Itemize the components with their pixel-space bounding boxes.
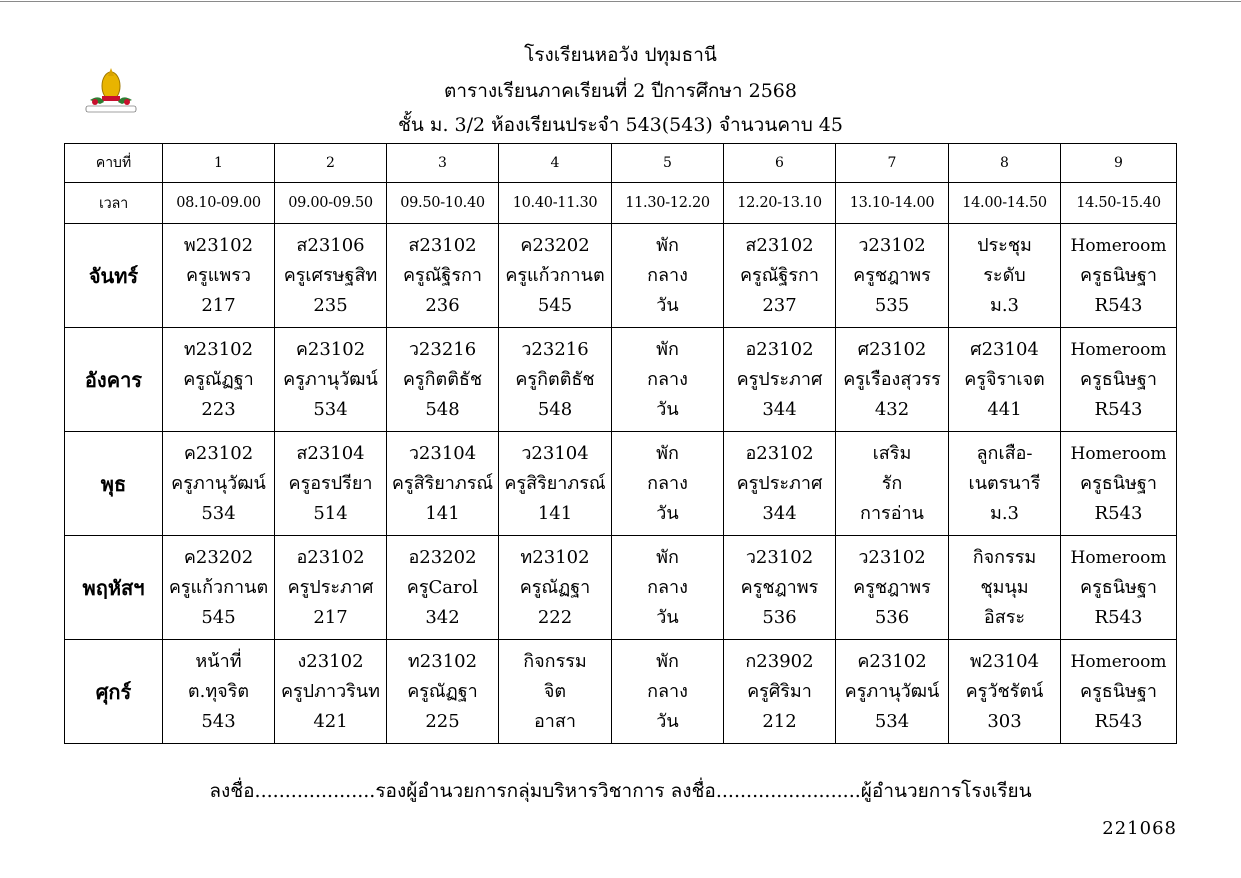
class-cell [836, 328, 949, 432]
cell-line: ว23102 [858, 546, 926, 568]
class-cell [163, 224, 275, 328]
cell-line: 303 [987, 710, 1022, 732]
cell-line: ครูวัชรัตน์ [965, 680, 1044, 702]
cell-line: วัน [656, 294, 679, 316]
time-slot: 08.10-09.00 [163, 183, 275, 224]
cell-line: พัก [656, 650, 679, 672]
class-cell [275, 328, 387, 432]
cell-line: ครูกิตติธัช [402, 368, 483, 390]
cell-line: Homeroom [1070, 339, 1167, 360]
class-cell [724, 536, 836, 640]
class-cell [724, 224, 836, 328]
cell-line: 217 [201, 294, 236, 316]
cell-line: ส23102 [408, 234, 477, 256]
cell-line: R543 [1094, 606, 1143, 628]
cell-line: กลาง [647, 368, 688, 390]
cell-line: 535 [874, 294, 910, 316]
cell-line: กลาง [647, 680, 688, 702]
cell-line: กิจกรรม [972, 546, 1037, 568]
cell-line: 141 [537, 502, 573, 524]
day-name: พฤหัสฯ [65, 536, 163, 640]
class-cell [387, 224, 499, 328]
cell-line: อ23102 [745, 442, 814, 464]
cell-line: ระดับ [983, 264, 1026, 286]
cell-line: ครูภานุวัฒน์ [283, 368, 378, 390]
cell-line: ครูปภาวรินท [280, 680, 381, 702]
class-cell [836, 536, 949, 640]
cell-line: 421 [313, 710, 348, 732]
cell-line: อ23102 [745, 338, 814, 360]
cell-line: ครูณัฏฐา [407, 680, 478, 702]
time-label: เวลา [65, 183, 163, 224]
cell-line: ง23102 [297, 650, 364, 672]
period-number: 2 [275, 144, 387, 183]
class-cell [275, 224, 387, 328]
cell-line: ค23102 [857, 650, 927, 672]
cell-line: 534 [874, 710, 910, 732]
cell-line: รัก [881, 472, 903, 494]
cell-line: 548 [537, 398, 573, 420]
day-name: จันทร์ [65, 224, 163, 328]
class-cell [949, 224, 1061, 328]
cell-line: วัน [656, 606, 679, 628]
cell-line: ก23902 [745, 650, 814, 672]
class-cell [499, 536, 612, 640]
cell-line: กลาง [647, 264, 688, 286]
cell-line: ท23102 [520, 546, 590, 568]
cell-line: ครูอรปรียา [288, 472, 373, 494]
class-cell [163, 432, 275, 536]
cell-line: ครูณัฐิรกา [739, 264, 819, 286]
signature-line: ลงชื่อ....................รองผู้อำนวยการกลุ่มบริหารวิชาการ ลงชื่อ........................ผู้อำนวยการโรงเรียน [209, 780, 1032, 802]
cell-line: 237 [762, 294, 797, 316]
cell-line: Homeroom [1070, 547, 1167, 568]
time-slot: 09.50-10.40 [387, 183, 499, 224]
cell-line: 545 [201, 606, 236, 628]
cell-line: อ23102 [296, 546, 365, 568]
cell-line: ศ23104 [970, 338, 1039, 360]
cell-line: ค23202 [520, 234, 590, 256]
cell-line: ม.3 [989, 294, 1020, 316]
cell-line: ครูสิริยาภรณ์ [504, 472, 606, 494]
class-cell [387, 432, 499, 536]
cell-line: 548 [425, 398, 460, 420]
cell-line: 212 [762, 710, 797, 732]
cell-line: อ23202 [408, 546, 477, 568]
class-cell [724, 640, 836, 744]
cell-line: ครูธนิษฐา [1080, 264, 1157, 286]
class-cell [612, 432, 724, 536]
cell-line: กลาง [647, 576, 688, 598]
cell-line: 222 [537, 606, 573, 628]
cell-line: 344 [762, 398, 797, 420]
cell-line: ประชุม [977, 234, 1032, 256]
cell-line: 342 [425, 606, 460, 628]
class-cell [612, 536, 724, 640]
cell-line: 432 [874, 398, 910, 420]
schedule-title: ตารางเรียนภาคเรียนที่ 2 ปีการศึกษา 2568 [444, 80, 797, 102]
time-slot: 11.30-12.20 [612, 183, 724, 224]
cell-line: ครูธนิษฐา [1080, 472, 1157, 494]
cell-line: ครูประภาศ [287, 576, 374, 598]
class-cell [1061, 328, 1177, 432]
cell-line: ว23102 [745, 546, 814, 568]
cell-line: ครูกิตติธัช [515, 368, 595, 390]
cell-line: 441 [987, 398, 1022, 420]
cell-line: ต.ทุจริต [187, 680, 250, 702]
cell-line: กลาง [647, 472, 688, 494]
day-row [65, 224, 1177, 328]
class-info: ชั้น ม. 3/2 ห้องเรียนประจำ 543(543) จำนวนคาบ 45 [398, 114, 843, 136]
class-cell [612, 328, 724, 432]
cell-line: ลูกเสือ- [976, 442, 1033, 464]
day-name: ศุกร์ [65, 640, 163, 744]
cell-line: R543 [1094, 294, 1143, 316]
cell-line: R543 [1094, 502, 1143, 524]
class-cell [275, 432, 387, 536]
cell-line: Homeroom [1070, 235, 1167, 256]
day-row [65, 432, 1177, 536]
cell-line: ศ23102 [857, 338, 927, 360]
cell-line: ค23102 [295, 338, 366, 360]
class-cell [724, 432, 836, 536]
cell-line: วัน [656, 502, 679, 524]
day-name: อังคาร [65, 328, 163, 432]
class-cell [499, 328, 612, 432]
cell-line: 545 [537, 294, 573, 316]
cell-line: ครูณัฏฐา [519, 576, 591, 598]
day-row [65, 640, 1177, 744]
cell-line: 543 [201, 710, 236, 732]
cell-line: พัก [656, 234, 679, 256]
time-slot: 10.40-11.30 [499, 183, 612, 224]
class-cell [836, 640, 949, 744]
cell-line: 235 [313, 294, 348, 316]
cell-line: 536 [762, 606, 797, 628]
cell-line: ครูศิริมา [747, 680, 812, 702]
class-cell [949, 328, 1061, 432]
cell-line: ครูธนิษฐา [1080, 368, 1157, 390]
time-slot: 13.10-14.00 [836, 183, 949, 224]
cell-line: ม.3 [989, 502, 1020, 524]
class-cell [836, 432, 949, 536]
cell-line: กิจกรรม [523, 650, 587, 672]
time-row [65, 183, 1177, 224]
cell-line: จิต [543, 680, 567, 702]
cell-line: Homeroom [1070, 651, 1167, 672]
cell-line: การอ่าน [860, 502, 924, 524]
cell-line: ครูแพรว [186, 264, 251, 286]
class-cell [949, 640, 1061, 744]
cell-line: ครูCarol [406, 576, 479, 598]
cell-line: 534 [313, 398, 348, 420]
cell-line: ค23102 [183, 442, 254, 464]
cell-line: ครูณัฐิรกา [402, 264, 482, 286]
day-row [65, 536, 1177, 640]
cell-line: อิสระ [983, 606, 1026, 628]
cell-line: ว23216 [521, 338, 589, 360]
time-slot: 14.50-15.40 [1061, 183, 1177, 224]
cell-line: ครูชฎาพร [740, 576, 819, 598]
class-cell [1061, 224, 1177, 328]
period-number: 9 [1061, 144, 1177, 183]
timetable [64, 143, 1177, 744]
cell-line: ครูแก้วกานต [168, 576, 269, 598]
cell-line: ท23102 [407, 650, 478, 672]
cell-line: ครูจิราเจต [964, 368, 1045, 390]
cell-line: ครูแก้วกานต [505, 264, 605, 286]
cell-line: ครูประภาศ [736, 472, 823, 494]
class-cell [836, 224, 949, 328]
class-cell [949, 536, 1061, 640]
day-name: พุธ [65, 432, 163, 536]
period-number: 4 [499, 144, 612, 183]
cell-line: ว23104 [408, 442, 477, 464]
class-cell [1061, 640, 1177, 744]
class-cell [612, 640, 724, 744]
class-cell [612, 224, 724, 328]
top-rule [0, 1, 1241, 2]
period-number: 3 [387, 144, 499, 183]
cell-line: ว23104 [521, 442, 589, 464]
cell-line: ครูเศรษฐสิท [283, 264, 378, 286]
cell-line: 344 [762, 502, 797, 524]
cell-line: ชุมนุม [980, 576, 1029, 598]
period-number: 6 [724, 144, 836, 183]
cell-line: ครูประภาศ [736, 368, 823, 390]
cell-line: ครูชฎาพร [853, 576, 931, 598]
cell-line: พัก [656, 546, 679, 568]
cell-line: พ23102 [183, 234, 254, 256]
time-slot: 14.00-14.50 [949, 183, 1061, 224]
cell-line: พัก [656, 338, 679, 360]
class-cell [1061, 536, 1177, 640]
class-cell [275, 536, 387, 640]
cell-line: 225 [425, 710, 460, 732]
cell-line: ค23202 [183, 546, 254, 568]
class-cell [275, 640, 387, 744]
cell-line: ครูเรืองสุวรร [843, 368, 941, 390]
cell-line: ส23106 [296, 234, 365, 256]
cell-line: ว23216 [408, 338, 477, 360]
document-code: 221068 [1102, 818, 1177, 839]
class-cell [499, 432, 612, 536]
cell-line: ส23104 [296, 442, 365, 464]
period-number: 5 [612, 144, 724, 183]
cell-line: เสริม [872, 442, 912, 464]
time-slot: 12.20-13.10 [724, 183, 836, 224]
cell-line: 536 [874, 606, 910, 628]
cell-line: พ23104 [969, 650, 1040, 672]
period-number: 7 [836, 144, 949, 183]
class-cell [1061, 432, 1177, 536]
class-cell [163, 640, 275, 744]
class-cell [163, 328, 275, 432]
class-cell [499, 640, 612, 744]
class-cell [387, 328, 499, 432]
cell-line: ครูภานุวัฒน์ [844, 680, 940, 702]
cell-line: 223 [201, 398, 236, 420]
period-header-row [65, 144, 1177, 183]
class-cell [499, 224, 612, 328]
time-slot: 09.00-09.50 [275, 183, 387, 224]
cell-line: 217 [313, 606, 348, 628]
cell-line: ว23102 [858, 234, 926, 256]
cell-line: เนตรนารี [968, 472, 1041, 494]
cell-line: Homeroom [1070, 443, 1167, 464]
cell-line: 534 [201, 502, 236, 524]
cell-line: 236 [425, 294, 460, 316]
cell-line: R543 [1094, 398, 1143, 420]
cell-line: ครูสิริยาภรณ์ [391, 472, 494, 494]
period-number: 1 [163, 144, 275, 183]
cell-line: หน้าที่ [195, 650, 242, 672]
school-name: โรงเรียนหอวัง ปทุมธานี [524, 44, 717, 66]
cell-line: ท23102 [183, 338, 254, 360]
class-cell [163, 536, 275, 640]
cell-line: ส23102 [745, 234, 814, 256]
cell-line: ครูธนิษฐา [1080, 576, 1157, 598]
cell-line: 514 [313, 502, 348, 524]
class-cell [387, 536, 499, 640]
cell-line: ครูณัฏฐา [183, 368, 254, 390]
cell-line: R543 [1094, 710, 1143, 732]
class-cell [949, 432, 1061, 536]
cell-line: ครูภานุวัฒน์ [171, 472, 266, 494]
cell-line: 141 [425, 502, 460, 524]
class-cell [724, 328, 836, 432]
cell-line: พัก [656, 442, 679, 464]
cell-line: ครูชฎาพร [853, 264, 931, 286]
period-number: 8 [949, 144, 1061, 183]
cell-line: วัน [656, 710, 679, 732]
cell-line: วัน [656, 398, 679, 420]
day-row [65, 328, 1177, 432]
period-label: คาบที่ [65, 144, 163, 183]
class-cell [387, 640, 499, 744]
cell-line: ครูธนิษฐา [1080, 680, 1157, 702]
cell-line: อาสา [533, 710, 576, 732]
